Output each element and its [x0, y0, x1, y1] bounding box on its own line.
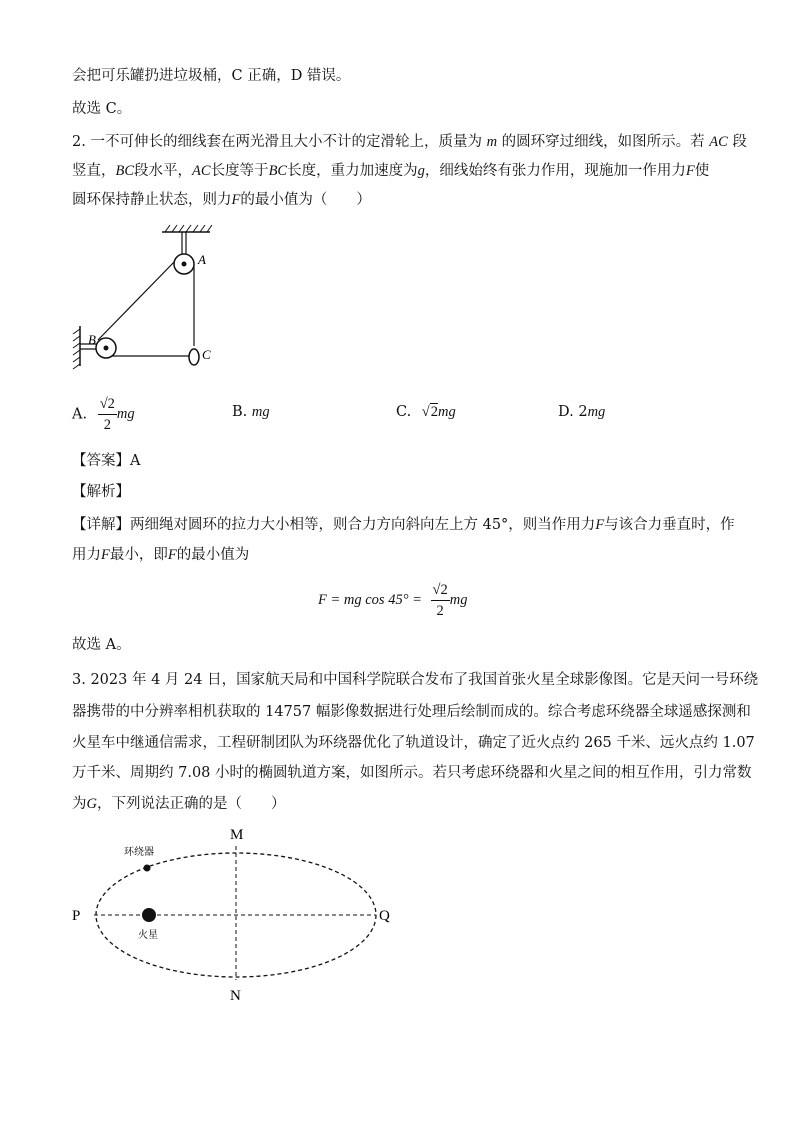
option-a: A. $\frac{√2}{2}$ mg [72, 396, 135, 433]
answer-tag: 【答案】 [72, 453, 130, 469]
q2-line-1: 2. 一不可伸长的细线套在两光滑且大小不计的定滑轮上，质量为 m 的圆环穿过细线，如图所示。若 AC 段 [72, 134, 747, 150]
prev-choice-line: 故选 C。 [72, 101, 132, 117]
formula: F = mg cos 45° = $\frac{√2}{2}$ mg [318, 582, 468, 619]
q2-number: 2. [72, 134, 86, 150]
conclusion-line: 故选 A。 [72, 637, 131, 653]
orbiter-label: 环绕器 [124, 847, 154, 858]
point-p: P [72, 908, 81, 924]
orbit-figure [66, 820, 406, 1010]
answer-line [72, 451, 140, 471]
q3-number: 3. [72, 672, 86, 688]
answer-value: A [130, 453, 141, 469]
label-b: B [88, 332, 96, 347]
q2-line-3: 圆环保持静止状态，则力F的最小值为（ ） [72, 192, 371, 208]
label-c: C [202, 347, 211, 362]
prev-answer-line: 会把可乐罐扔进垃圾桶，C 正确，D 错误。 [72, 68, 351, 84]
point-m: M [230, 827, 244, 843]
ring-c [189, 349, 199, 365]
q3-line-5: 为G，下列说法正确的是（ ） [72, 796, 286, 812]
q2-line-2: 竖直，BC段水平，AC长度等于BC长度，重力加速度为g，细线始终有张力作用，现施加一作用力F使 [72, 163, 710, 179]
q3-line-1: 3. 2023 年 4 月 24 日，国家航天局和中国科学院联合发布了我国首张火星全球影像图。它是天问一号环绕 [72, 672, 759, 688]
q3-line-3: 火星车中继通信需求，工程研制团队为环绕器优化了轨道设计，确定了近火点约 265 千米、远火点约 1.07 [72, 735, 755, 751]
q3-line-2: 器携带的中分辨率相机获取的 14757 幅影像数据进行处理后绘制而成的。综合考虑环绕器全球遥感探测和 [72, 704, 751, 720]
option-d: D. 2mg [558, 404, 606, 420]
detail-line-1: 【详解】两细绳对圆环的拉力大小相等，则合力方向斜向左上方 45°，则当作用力F与该合力垂直时，作 [72, 517, 735, 533]
label-a: A [198, 252, 206, 267]
pulley-figure [70, 222, 230, 372]
q3-line-4: 万千米、周期约 7.08 小时的椭圆轨道方案，如图所示。若只考虑环绕器和火星之间的相互作用，引力常数 [72, 765, 752, 781]
analysis-tag: 【解析】 [72, 484, 130, 500]
detail-tag: 【详解】 [72, 517, 130, 533]
orbiter-dot [144, 865, 151, 872]
mars-label: 火星 [138, 930, 158, 941]
detail-line-2: 用力F最小，即F的最小值为 [72, 547, 250, 563]
point-q: Q [379, 908, 390, 924]
option-b: B. mg [232, 404, 270, 420]
option-c: C. √2mg [396, 404, 456, 420]
mars-dot [142, 908, 156, 922]
point-n: N [230, 988, 241, 1004]
